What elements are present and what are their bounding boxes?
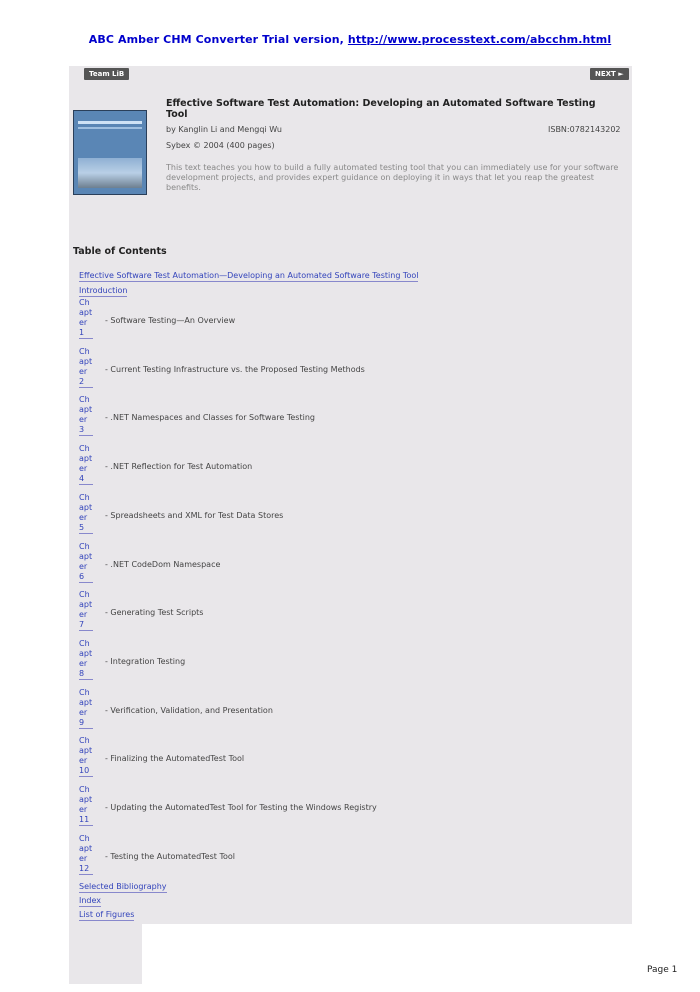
toc-chapter-link-fragment: 1 xyxy=(79,328,85,337)
toc-chapter-link[interactable] xyxy=(79,542,93,583)
toc-chapter-link-fragment: apt xyxy=(79,356,93,366)
toc-chapter-link[interactable] xyxy=(79,395,93,436)
toc-chapter-title: - Updating the AutomatedTest Tool for Testing the Windows Registry xyxy=(105,803,377,812)
toc-chapter-title: - Software Testing—An Overview xyxy=(105,316,236,325)
toc-chapter-title: - Spreadsheets and XML for Test Data Stores xyxy=(105,510,284,520)
toc-chapter-title: - .NET CodeDom Namespace xyxy=(105,559,221,569)
book-cover-image xyxy=(73,110,147,195)
toc-chapter-link-fragment: er xyxy=(79,415,88,425)
book-title: Effective Software Test Automation: Developing an Automated Software Testing Tool xyxy=(166,98,596,120)
toc-link-introduction[interactable]: Introduction xyxy=(79,286,128,295)
trial-banner-text: ABC Amber CHM Converter Trial version, xyxy=(88,33,344,46)
toc-chapter-link-fragment: er xyxy=(79,658,88,668)
toc-chapter-link-fragment: er xyxy=(79,561,88,571)
toc-chapter-link-fragment: 10 xyxy=(79,766,90,776)
toc-chapter-link-fragment: Ch xyxy=(79,298,90,307)
toc-chapter-link-fragment: apt xyxy=(79,648,93,658)
next-button[interactable]: NEXT ► xyxy=(590,68,629,80)
toc-chapter-link-fragment: Ch xyxy=(79,687,90,697)
toc-chapter-link[interactable] xyxy=(79,688,93,729)
toc-chapter-link-fragment: 4 xyxy=(79,474,85,484)
toc-chapter-link-fragment: 11 xyxy=(79,815,90,824)
toc-chapter-link-fragment: Ch xyxy=(79,638,90,648)
trial-banner xyxy=(0,33,700,46)
toc-link-bibliography[interactable]: Selected Bibliography xyxy=(79,882,167,891)
toc-chapter-link[interactable] xyxy=(79,444,93,485)
toc-chapter-link-fragment: Ch xyxy=(79,590,90,600)
toc-chapter-title: - .NET Namespaces and Classes for Software Testing xyxy=(105,413,315,423)
toc-chapter-link-fragment: er xyxy=(79,853,88,863)
book-authors: by Kanglin Li and Mengqi Wu xyxy=(166,125,282,134)
toc-chapter-link-fragment: er xyxy=(79,318,88,327)
toc-chapter-link[interactable] xyxy=(79,785,93,826)
book-isbn: ISBN:0782143202 xyxy=(548,125,621,134)
toc-chapter-title: - Finalizing the AutomatedTest Tool xyxy=(105,754,245,764)
toc-link-list-of-figures[interactable]: List of Figures xyxy=(79,910,135,919)
toc-chapter-title: - Integration Testing xyxy=(105,656,186,666)
toc-chapter-title: - Testing the AutomatedTest Tool xyxy=(105,851,236,861)
toc-chapter-title: - Verification, Validation, and Presentation xyxy=(105,705,273,715)
trial-banner-link[interactable]: http://www.processtext.com/abcchm.html xyxy=(347,33,612,46)
toc-chapter-link-fragment: apt xyxy=(79,746,93,756)
toc-chapter-link-fragment: Ch xyxy=(79,444,90,454)
toc-chapter-link-fragment: er xyxy=(79,805,88,814)
toc-chapter-link-fragment: er xyxy=(79,610,88,620)
toc-chapter-link-fragment: Ch xyxy=(79,736,90,746)
toc-chapter-link[interactable] xyxy=(79,590,93,631)
toc-chapter-link-fragment: 8 xyxy=(79,668,85,678)
toc-chapter-link-fragment: Ch xyxy=(79,833,90,843)
toc-chapter-link[interactable] xyxy=(79,639,93,680)
toc-chapter-link-fragment: 6 xyxy=(79,571,85,581)
toc-chapter-link[interactable] xyxy=(79,493,93,534)
toc-chapter-link-fragment: apt xyxy=(79,502,93,512)
toc-chapter-link[interactable] xyxy=(79,834,93,875)
toc-chapter-link-fragment: Ch xyxy=(79,492,90,502)
toc-link-front-matter[interactable]: Effective Software Test Automation—Developing an Automated Software Testing Tool xyxy=(79,271,419,280)
content-panel-tail xyxy=(69,924,142,984)
toc-chapter-link-fragment: er xyxy=(79,464,88,474)
toc-chapter-link-fragment: er xyxy=(79,366,88,376)
toc-chapter-link[interactable] xyxy=(79,736,93,777)
toc-chapter-link-fragment: apt xyxy=(79,308,93,317)
toc-chapter-link-fragment: Ch xyxy=(79,395,90,405)
toc-chapter-link-fragment: Ch xyxy=(79,346,90,356)
toc-chapter-link-fragment: er xyxy=(79,512,88,522)
toc-chapter-link-fragment: 12 xyxy=(79,863,90,873)
toc-chapter-link-fragment: apt xyxy=(79,697,93,707)
content-panel xyxy=(69,66,632,924)
toc-chapter-link-fragment: apt xyxy=(79,843,93,853)
toc-chapter-link-fragment: apt xyxy=(79,551,93,561)
toc-chapter-link-fragment: er xyxy=(79,707,88,717)
toc-chapter-title: - Current Testing Infrastructure vs. the Proposed Testing Methods xyxy=(105,364,365,374)
toc-link-index[interactable]: Index xyxy=(79,896,102,905)
toc-chapter-title: - .NET Reflection for Test Automation xyxy=(105,462,253,472)
toc-chapter-title: - Generating Test Scripts xyxy=(105,608,204,618)
toc-chapter-link-fragment: Ch xyxy=(79,785,90,794)
team-lib-button[interactable]: Team LiB xyxy=(84,68,129,80)
book-description: This text teaches you how to build a fully automated testing tool that you can immediately use for your software development projects, and provides expert guidance on deploying it in ways that let you reap the greatest benefits. xyxy=(166,163,619,192)
toc-chapter-link-fragment: Ch xyxy=(79,541,90,551)
page-number: Page 1 xyxy=(647,965,678,975)
toc-chapter-link-fragment: 3 xyxy=(79,425,85,435)
toc-chapter-link-fragment: apt xyxy=(79,795,93,804)
toc-chapter-link-fragment: 9 xyxy=(79,717,85,727)
toc-heading: Table of Contents xyxy=(73,246,167,257)
toc-chapter-link-fragment: er xyxy=(79,756,88,766)
toc-chapter-link-fragment: apt xyxy=(79,600,93,610)
toc-chapter-link[interactable] xyxy=(79,347,93,388)
toc-chapter-link-fragment: 7 xyxy=(79,620,85,630)
toc-chapter-link-fragment: apt xyxy=(79,454,93,464)
toc-chapter-link-fragment: apt xyxy=(79,405,93,415)
toc-chapter-link-fragment: 5 xyxy=(79,522,85,532)
toc-chapter-link-fragment: 2 xyxy=(79,376,85,386)
book-publisher: Sybex © 2004 (400 pages) xyxy=(166,141,275,150)
toc-chapter-link[interactable] xyxy=(79,298,93,339)
